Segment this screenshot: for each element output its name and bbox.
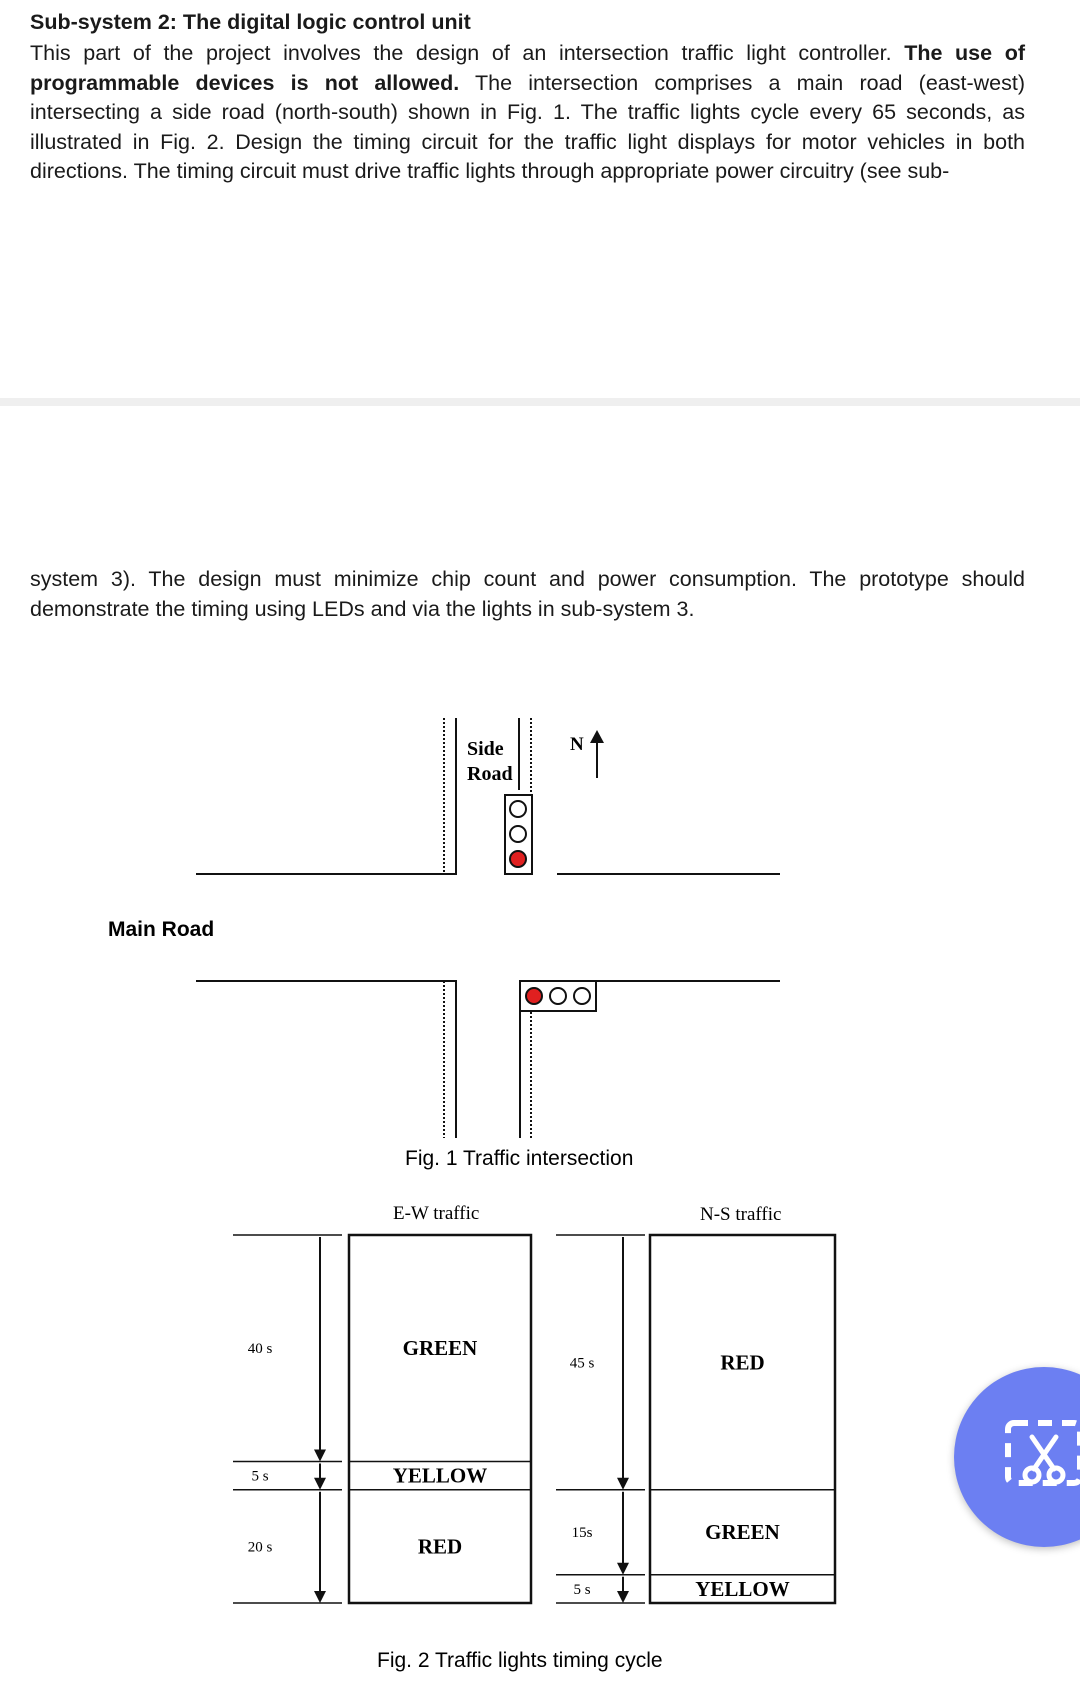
screenshot-scissors-icon [1002,1417,1080,1501]
ns-arrowhead-1 [617,1563,629,1575]
ew-duration-1: 5 s [251,1468,269,1485]
ew-timing-column [233,1235,531,1603]
ns-state-2: YELLOW [695,1576,790,1601]
ew-duration-0: 40 s [247,1341,273,1358]
paragraph-2: system 3). The design must minimize chip count and power consumption. The prototype should demonstrate the timing using LEDs and via the lights in sub-system 3. [30,567,1025,621]
ns-duration-0: 45 s [569,1355,595,1372]
ns-traffic-title: N-S traffic [700,1204,782,1225]
ns-state-0: RED [720,1350,765,1375]
ew-arrowhead-0 [314,1449,326,1461]
ew-state-0: GREEN [402,1336,478,1361]
paragraph-1-text-a: This part of the project involves the design of an intersection traffic light controller. [30,41,905,65]
fig1-caption: Fig. 1 Traffic intersection [405,1147,634,1170]
side-road-label-line2: Road [467,763,513,785]
ew-duration-2: 20 s [247,1539,273,1556]
ew-state-2: RED [417,1534,463,1559]
north-label: N [570,734,584,755]
side-road-label-line1: Side [467,738,504,760]
paragraph-1-text-b: The intersection comprises a main road (east-west) intersecting a side road (north-south) shown in Fig. 1. The traffic lights cycle every 65 seconds, as illustrated in Fig. 2. Design the timing circuit for the traffic light displays for motor vehicles in both directions. The timing circuit must drive traffic lights through appropriate power circuitry (see sub- [30,70,1025,184]
ew-traffic-title: E-W traffic [393,1203,480,1224]
ns-duration-2: 5 s [573,1581,591,1598]
ns-state-1: GREEN [705,1520,780,1545]
ew-arrowhead-2 [314,1591,326,1603]
ns-box [650,1235,835,1603]
fig2-caption: Fig. 2 Traffic lights timing cycle [377,1649,663,1672]
ew-arrowhead-1 [314,1478,326,1490]
ew-state-1: YELLOW [392,1463,488,1488]
ns-arrowhead-2 [617,1591,629,1603]
main-road-label: Main Road [108,918,215,941]
paragraph-1-bold: The use of programmable devices is not allowed. [30,41,1026,95]
ns-arrowhead-0 [617,1478,629,1490]
section-heading: Sub-system 2: The digital logic control unit [30,10,471,34]
ns-duration-1: 15s [571,1525,593,1542]
ns-timing-column [556,1235,835,1603]
